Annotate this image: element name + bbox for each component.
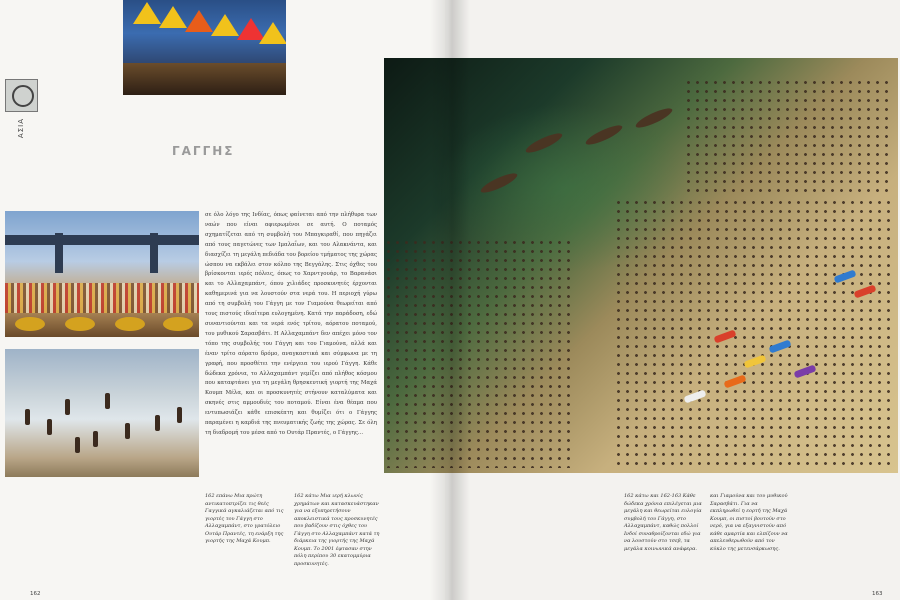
section-thumbnail bbox=[5, 79, 38, 112]
bridge-photo bbox=[5, 211, 199, 337]
left-page bbox=[0, 0, 445, 600]
globe-icon bbox=[12, 85, 34, 107]
caption-right-2: και Γιαμούνα και του μυθικού Σαρασβάτι. Για να εκπληρωθεί η εορτή της Μαχά Κουμπ, οι πιστοί βουτούν στο νερό, για να εξαγνιστούν από κάθε αμαρτία και ελπίζουν να απελευθερωθούν από τον κύκλο της μετενσάρκωσης. bbox=[710, 493, 788, 552]
caption-left-top: 162 επάνω Μια πρώτη αντικατοπτρίζει τις θεές Γαγγικά αγκαλιάζεται από τις γιορτές του Γάγγη στο Αλλαχαμπάντ, στο γρατόλειο Ουτάρ Πραντές, τη ενάρξη της γιορτής της Μαχά Κουμπ. bbox=[205, 493, 284, 544]
body-paragraph: σε όλο λόγο της Ινδίας, όπως φαίνεται από την πλήθυρα των ναών που είναι αφιερωμένοι σε αυτή. Ο ποταμός σχηματίζεται από τη συμβολή του Μπαγκιραθί, που πηγάζει από τους παγετώνες των Ιμαλαΐων, και του Αλακνάντα, και διασχίζει τη μεγάλη πεδιάδα του βορείου τμήματος της χώρας ώσπου να εκβάλει στον κόλπο της Βεγγάλης. Στις όχθες του βρίσκονται ιερές πόλεις, όπως το Χαρντγουάρ, το Βαρανάσι και το Αλλαχαμπάντ, όπου χιλιάδες προσκυνητές έρχονται καθημερινά για να λουστούν στα νερά του. Η περιοχή γύρω από τη συμβολή του Γάγγη με τον Γιαμούνα θεωρείται από τους πιστούς ιδιαίτερα ευλογημένη. Κατά την παράδοση, εδώ συναντιούνται και τα νερά ενός τρίτου, αόρατου ποταμού, του μυθικού Σαρασβάτι. Η Αλλαχαμπάντ δεν απέχει μόνο τον τόπο της συμβολής του Γάγγη και του Γιαμούνα, αλλά και έναν τρίτο αόρατο δρόμο, αναγκαστικά και σύμφωνα με τη γραφή, που προσθέτει την ενέργεια του ιερού Γάγγη. Κάθε δώδεκα χρόνια, το Αλλαχαμπάντ γεμίζει από πλήθος κόσμου που καταφτάνει για τη μεγάλη θρησκευτική γιορτή της Μαχά Κουμπ Μέλα, και οι προσκυνητές στήνουν καταλύματα και σκηνές στις αμμουδιές του ποταμού. Είναι ένα θέαμα που εντυπωσιάζει κάθε επισκέπτη και θυμίζει ότι ο Γάγγης παραμένει η καρδιά της πνευματικής ζωής της χώρας. Σε όλη τη διαδρομή του μέσα από το Ουτάρ Πραντές, ο Γάγγης... bbox=[205, 212, 377, 436]
chapter-title: ΓΑΓΓΗΣ bbox=[172, 144, 235, 158]
bathers-photo bbox=[5, 349, 199, 477]
section-label: ΑΣΙΑ bbox=[17, 118, 25, 139]
gutter-shadow bbox=[430, 0, 470, 600]
caption-left-bottom: 162 κάτω Μια ιερή κλωνίς χρημάτων και κατασκευάστηκαν για να εξυπηρετήσουν αποκλειστικά τους προσκυνητές που βαδίζουν στις όχθες του Γάγγη στο Αλλαχαμπάντ κατά τη διάρκεια της γιορτής της Μαχά Κουμπ. Το 2001 έφτασαν στην πόλη περίπου 30 εκατομμύρια προσκυνητές. bbox=[294, 493, 380, 567]
caption-right-1: 162 κάτω και 162-163 Κάθε δώδεκα χρόνια επιλέγεται μια μεγάλη και θεωρείται ευλογία συμβολή του Γάγγη, στο Αλλαχαμπάντ, καθώς πολλοί Ινδοί συναθροίζονται εδώ για να λουστούν στο τσεβ, τα μεγάλα κοινωνικά ανάφερα. bbox=[624, 493, 702, 552]
page-number-right: 163 bbox=[872, 591, 883, 597]
page-number-left: 162 bbox=[30, 591, 41, 597]
body-text bbox=[205, 211, 377, 439]
umbrellas-photo bbox=[123, 0, 286, 95]
